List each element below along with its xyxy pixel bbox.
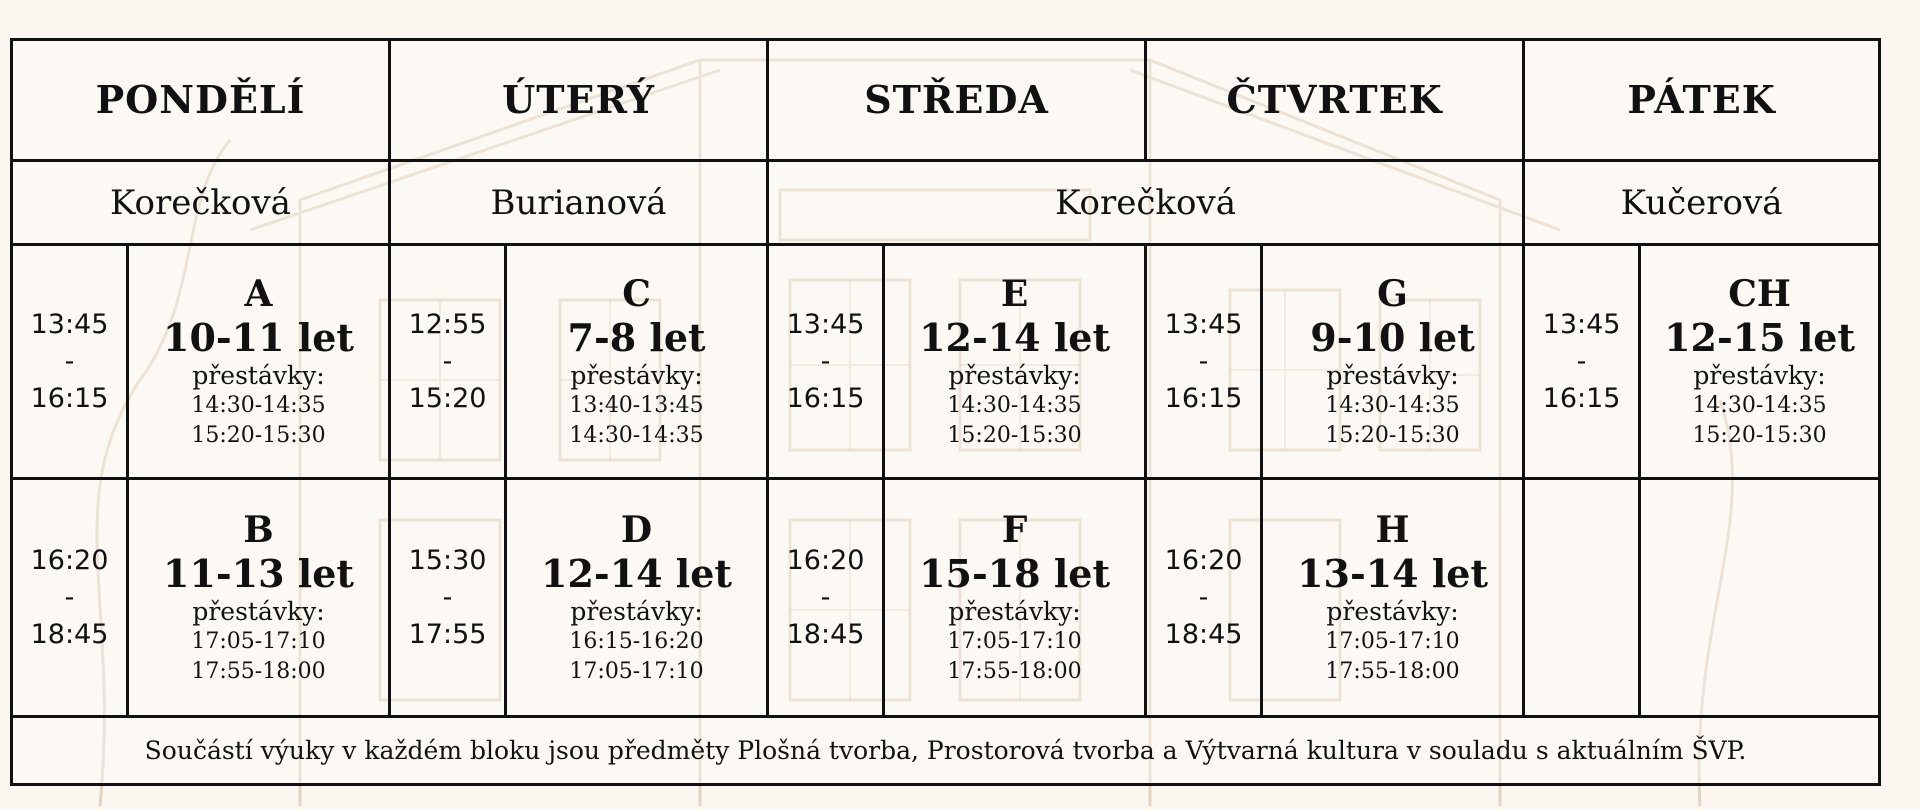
group-age: 10-11 let (163, 315, 354, 361)
time-end: 18:45 (1164, 618, 1243, 650)
group-letter: A (244, 273, 273, 316)
teacher-tuesday: Burianová (390, 160, 768, 245)
time-start: 16:20 (1164, 544, 1243, 576)
break-time: 15:20-15:30 (947, 423, 1082, 449)
break-time: 14:30-14:35 (1692, 393, 1827, 419)
time-end: 16:15 (786, 383, 865, 415)
group-cell (506, 245, 768, 479)
group-letter: G (1377, 273, 1408, 316)
group-cell (1262, 245, 1524, 479)
time-range (12, 245, 128, 479)
time-start: 16:20 (30, 544, 109, 576)
break-time: 15:20-15:30 (1692, 423, 1827, 449)
time-separator: - (442, 346, 453, 378)
group-age: 13-14 let (1297, 550, 1489, 596)
time-start: 12:55 (408, 309, 487, 341)
time-separator: - (64, 581, 75, 613)
group-cell (1262, 478, 1524, 716)
time-end: 15:20 (408, 383, 487, 415)
group-cell (884, 245, 1146, 479)
break-time: 17:55-18:00 (191, 658, 326, 684)
group-age: 12-14 let (541, 550, 732, 596)
break-time: 13:40-13:45 (569, 393, 704, 419)
group-letter: E (1000, 273, 1029, 316)
group-cell (128, 245, 390, 479)
day-header-monday: PONDĚLÍ (12, 40, 390, 161)
breaks-label: přestávky: (570, 361, 703, 391)
time-separator: - (1198, 581, 1209, 613)
time-separator: - (1576, 346, 1587, 378)
empty-time-cell (1524, 478, 1640, 716)
group-letter: H (1375, 508, 1410, 551)
group-age: 11-13 let (163, 550, 354, 596)
time-end: 17:55 (408, 618, 487, 650)
time-separator: - (820, 346, 831, 378)
group-age: 12-14 let (919, 315, 1110, 361)
time-range (768, 245, 884, 479)
weekly-schedule-table (10, 38, 1881, 786)
breaks-label: přestávky: (1326, 361, 1459, 391)
group-cell (506, 478, 768, 716)
break-time: 17:55-18:00 (947, 658, 1082, 684)
group-cell (1640, 245, 1880, 479)
day-header-wednesday: STŘEDA (768, 40, 1146, 161)
teacher-wednesday-thursday: Korečková (768, 160, 1524, 245)
break-time: 17:55-18:00 (1325, 658, 1460, 684)
group-letter: CH (1728, 273, 1791, 316)
time-separator: - (820, 581, 831, 613)
group-letter: B (243, 508, 274, 551)
time-end: 16:15 (1542, 383, 1621, 415)
break-time: 14:30-14:35 (1325, 393, 1460, 419)
days-header-row (12, 40, 1880, 161)
time-separator: - (1198, 346, 1209, 378)
break-time: 16:15-16:20 (569, 628, 704, 654)
curriculum-note: Součástí výuky v každém bloku jsou předměty Plošná tvorba, Prostorová tvorba a Výtvarná kultura v souladu s aktuálním ŠVP. (12, 716, 1880, 784)
group-age: 7-8 let (567, 315, 706, 361)
break-time: 14:30-14:35 (569, 423, 704, 449)
group-cell (128, 478, 390, 716)
time-range (1146, 245, 1262, 479)
footer-row (12, 716, 1880, 784)
group-letter: D (620, 508, 653, 551)
group-letter: F (1001, 508, 1028, 551)
breaks-label: přestávky: (192, 361, 325, 391)
time-end: 16:15 (1164, 383, 1243, 415)
time-start: 16:20 (786, 544, 865, 576)
time-range (768, 478, 884, 716)
breaks-label: přestávky: (1693, 361, 1826, 391)
group-letter: C (622, 273, 651, 316)
time-range (390, 478, 506, 716)
day-header-tuesday: ÚTERÝ (390, 40, 768, 161)
time-range (1146, 478, 1262, 716)
slot-row-2 (12, 478, 1880, 716)
time-end: 18:45 (30, 618, 109, 650)
day-header-friday: PÁTEK (1524, 40, 1880, 161)
breaks-label: přestávky: (192, 596, 325, 626)
day-header-thursday: ČTVRTEK (1146, 40, 1524, 161)
time-end: 18:45 (786, 618, 865, 650)
time-end: 16:15 (30, 383, 109, 415)
time-separator: - (64, 346, 75, 378)
break-time: 17:05-17:10 (1325, 628, 1460, 654)
group-cell (884, 478, 1146, 716)
slot-row-1 (12, 245, 1880, 479)
time-range (390, 245, 506, 479)
break-time: 17:05-17:10 (569, 658, 704, 684)
teachers-row (12, 160, 1880, 245)
breaks-label: přestávky: (1326, 596, 1459, 626)
breaks-label: přestávky: (570, 596, 703, 626)
group-age: 9-10 let (1310, 315, 1475, 361)
break-time: 15:20-15:30 (1325, 423, 1460, 449)
time-start: 13:45 (1164, 309, 1243, 341)
teacher-monday: Korečková (12, 160, 390, 245)
group-age: 15-18 let (919, 550, 1110, 596)
break-time: 17:05-17:10 (191, 628, 326, 654)
breaks-label: přestávky: (948, 361, 1081, 391)
time-start: 15:30 (408, 544, 487, 576)
breaks-label: přestávky: (948, 596, 1081, 626)
time-range (12, 478, 128, 716)
group-age: 12-15 let (1664, 315, 1856, 361)
break-time: 17:05-17:10 (947, 628, 1082, 654)
empty-group-cell (1640, 478, 1880, 716)
time-start: 13:45 (30, 309, 109, 341)
time-separator: - (442, 581, 453, 613)
break-time: 14:30-14:35 (947, 393, 1082, 419)
break-time: 15:20-15:30 (191, 423, 326, 449)
teacher-friday: Kučerová (1524, 160, 1880, 245)
time-start: 13:45 (1542, 309, 1621, 341)
time-range (1524, 245, 1640, 479)
break-time: 14:30-14:35 (191, 393, 326, 419)
time-start: 13:45 (786, 309, 865, 341)
